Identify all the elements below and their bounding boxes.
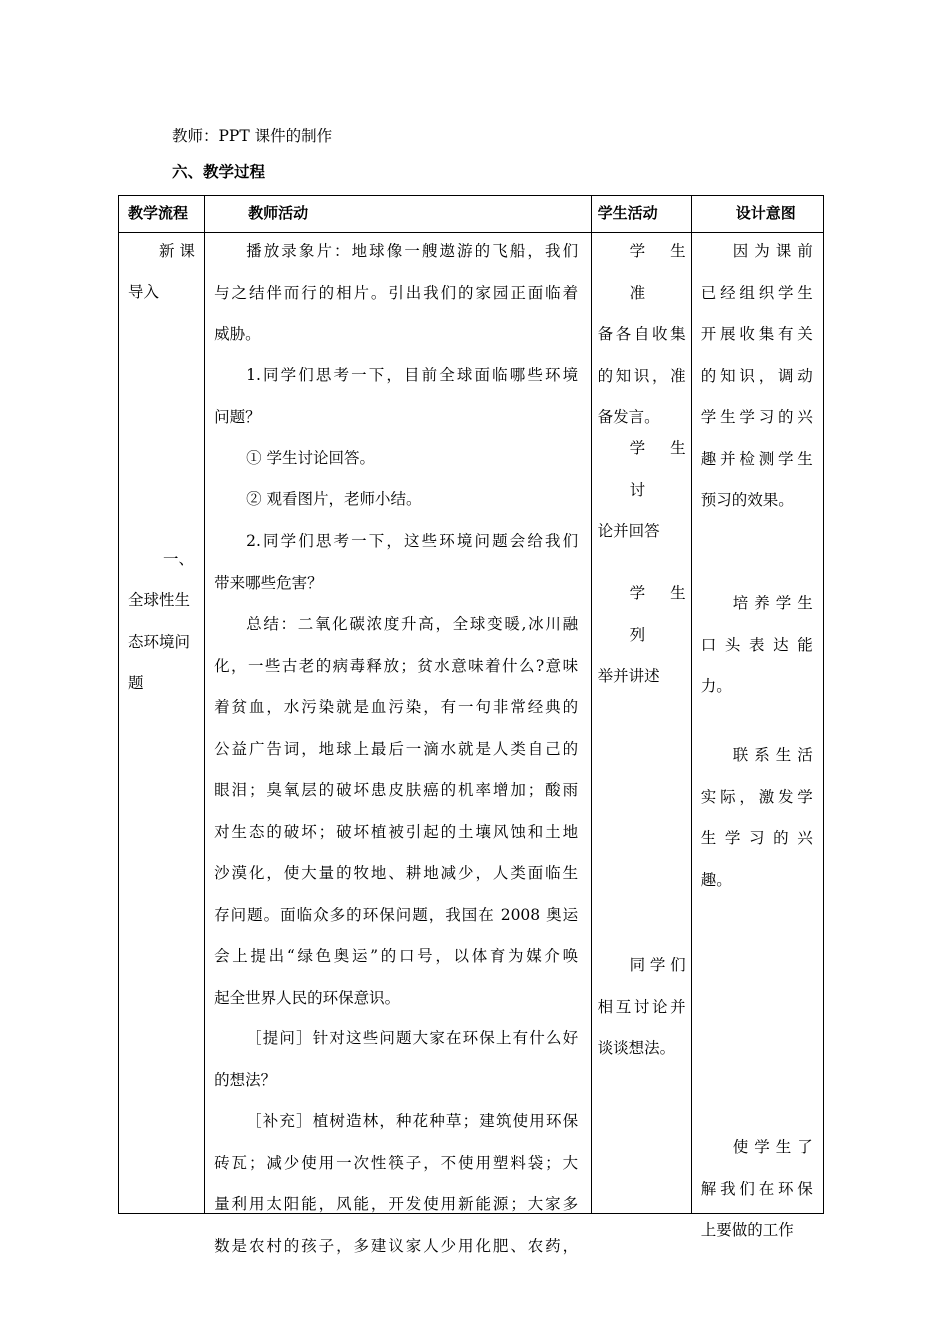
teacher-paragraph-2: 1.同学们思考一下，目前全球面临哪些环境 问题？ (214, 366, 579, 426)
teacher-preparation-line: 教师：PPT 课件的制作 (172, 127, 333, 145)
design-intent-3: 联 系 生 活 实际，激发学 生 学 习 的 兴 趣。 (700, 746, 813, 889)
student-activity-3: 学 生 列 举并讲述 (597, 584, 686, 685)
section-heading: 六、教学过程 (172, 162, 266, 181)
header-student-activity: 学生活动 (591, 196, 691, 233)
flow-stage2-body: 全球性生 态环境问 题 (128, 591, 191, 692)
teacher-step-2: ② 观看图片，老师小结。 (246, 490, 422, 508)
student-activity-4: 同学们 相互讨论并 谈谈想法。 (597, 956, 686, 1057)
flow-stage1-line2: 导入 (128, 283, 160, 301)
design-intent-2: 培 养 学 生 口 头 表 达 能 力。 (700, 594, 813, 695)
design-intent-cell (691, 233, 823, 1239)
teacher-step-1: ① 学生讨论回答。 (246, 449, 376, 467)
table-header-row (119, 196, 824, 233)
header-flow: 教学流程 (119, 196, 205, 233)
student-activity-cell (591, 233, 691, 1214)
teacher-activity-cell (205, 233, 592, 1255)
flow-stage1-line1: 新 课 (159, 242, 195, 260)
student-activity-1: 学 生 准 备各自收集 的知识，准 备发言。 (597, 242, 686, 426)
teacher-question: ［提问］针对这些问题大家在环保上有什么好 的想法？ (214, 1029, 579, 1089)
student-activity-2: 学 生 讨 论并回答 (597, 439, 686, 540)
flow-cell (119, 233, 205, 1214)
header-design-intent: 设计意图 (691, 196, 823, 233)
teaching-process-table (118, 195, 824, 1255)
design-intent-4: 使 学 生 了 解我们在环保 上要做的工作 (700, 1138, 813, 1239)
flow-stage2-line1: 一、 (163, 550, 195, 568)
design-intent-1: 因 为 课 前 已经组织学生 开展收集有关 的知识，调动 学生学习的兴 趣并检测学生 预习的效果。 (700, 242, 813, 509)
teacher-summary: 总结：二氧化碳浓度升高，全球变暖,冰川融 化，一些古老的病毒释放；贫水意味着什么?意味 着贫血，水污染就是血污染，有一句非常经典的 公益广告词，地球上最后一滴水就是人类自己的 眼泪；臭氧层的破坏患皮肤癌的机率增加；酸雨 对生态的破坏；破坏植被引起的土壤风蚀和土地 沙漠化，使大量的牧地、耕地减少，人类面临生 存问题。面临众多的环保问题，我国在 2008 奥运 会上提出“绿色奥运”的口号，以体育为媒介唤 起全世界人民的环保意识。 (214, 615, 579, 1007)
teacher-paragraph-3: 2.同学们思考一下，这些环境问题会给我们 带来哪些危害？ (214, 532, 579, 592)
teacher-paragraph-1: 播放录象片：地球像一艘遨游的飞船，我们 与之结伴而行的相片。引出我们的家园正面临着 威胁。 (214, 242, 579, 343)
header-teacher-activity: 教师活动 (205, 196, 592, 233)
table-row (119, 233, 824, 1214)
teacher-supplement: ［补充］植树造林，种花种草；建筑使用环保 砖瓦；减少使用一次性筷子，不使用塑料袋；大 量利用太阳能，风能，开发使用新能源；大家多 数是农村的孩子，多建议家人少用化肥、农药， (214, 1112, 579, 1255)
